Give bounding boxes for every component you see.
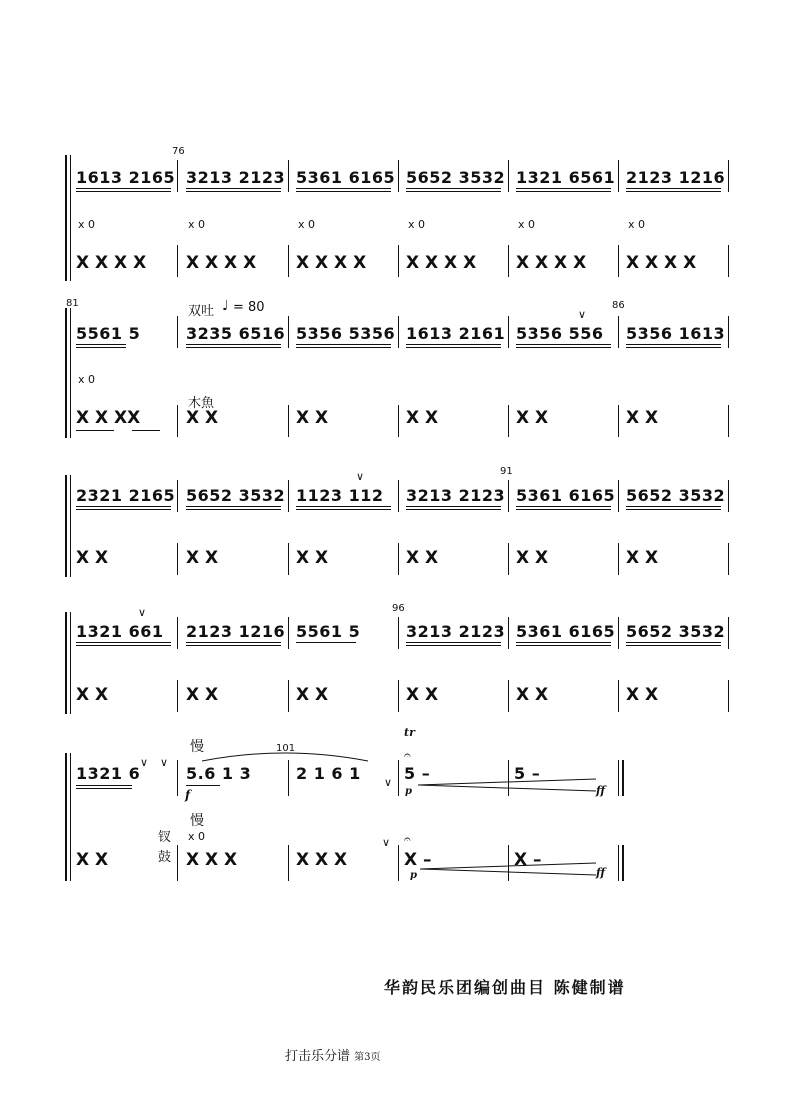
melody-measure: 1613 2161 (406, 324, 506, 343)
articulation-label: 双吐 (188, 304, 215, 319)
drum-measure: X X X X (76, 253, 147, 273)
drum-measure: X X (406, 408, 439, 428)
melody-measure: 3213 2123 (406, 622, 506, 641)
melody-measure: 5652 3532 (626, 622, 726, 641)
credit-line: 华韵民乐团编创曲目 陈健制谱 (384, 978, 626, 997)
bell-measure: x 0 (188, 830, 206, 843)
melody-measure: 3213 2123 (406, 486, 506, 505)
melody-measure: 2 1 6 1 (296, 764, 361, 783)
dynamic-mark: p (405, 786, 412, 797)
bell-measure: x 0 (408, 218, 426, 231)
bar-number: 101 (276, 743, 296, 754)
breath-mark-icon: ∨ (384, 776, 393, 789)
instrument-label: 鼓 (158, 850, 172, 865)
drum-measure: X X (516, 685, 549, 705)
melody-measure: 5356 5356 (296, 324, 396, 343)
bar-number: 96 (392, 603, 405, 614)
breath-mark-icon: ∨ (140, 756, 149, 769)
drum-measure: X X (626, 685, 659, 705)
fermata-icon: 𝄐 (404, 832, 411, 846)
melody-measure: 5356 1613 (626, 324, 726, 343)
melody-measure: 2321 2165 (76, 486, 176, 505)
melody-measure: 5361 6165 (516, 622, 616, 641)
drum-measure: X X X X (626, 253, 697, 273)
melody-measure: 1321 6561 (516, 168, 616, 187)
drum-measure: X X (516, 548, 549, 568)
drum-measure: X X (626, 408, 659, 428)
drum-measure: X X (516, 408, 549, 428)
footer-page: 第3页 (354, 1052, 381, 1063)
drum-measure: X X X (186, 850, 238, 870)
drum-measure: X – (404, 850, 432, 870)
bar-number: 76 (172, 146, 185, 157)
drum-measure: X X (186, 548, 219, 568)
drum-measure: X X (186, 685, 219, 705)
breath-mark-icon: ∨ (356, 470, 365, 483)
drum-measure: X X (76, 685, 109, 705)
bar-number: 91 (500, 466, 513, 477)
melody-measure: 5561 5 (296, 622, 361, 641)
drum-measure: X X XX (76, 408, 141, 428)
footer-title: 打击乐分谱 (285, 1049, 351, 1064)
bell-measure: x 0 (518, 218, 536, 231)
drum-measure: X X X X (186, 253, 257, 273)
melody-measure: 2123 1216 (626, 168, 726, 187)
melody-measure: 5356 556 (516, 324, 604, 343)
bar-number: 86 (612, 300, 625, 311)
bell-measure: x 0 (298, 218, 316, 231)
dynamic-mark: p (410, 870, 417, 881)
drum-measure: X X (186, 408, 219, 428)
melody-measure: 5361 6165 (516, 486, 616, 505)
melody-measure: 5652 3532 (186, 486, 286, 505)
melody-measure: 5 – (514, 764, 541, 783)
tempo-mark: 慢 (190, 813, 204, 829)
trill-mark: tr (404, 726, 415, 739)
breath-mark-icon: ∨ (382, 836, 391, 849)
drum-measure: X X X X (406, 253, 477, 273)
fermata-icon: 𝄐 (404, 748, 411, 762)
slur-icon (200, 745, 370, 765)
quarter-note-icon: ♩ (222, 298, 229, 314)
page-footer (285, 1045, 381, 1064)
drum-measure: X – (514, 850, 542, 870)
breath-mark-icon: ∨ (138, 606, 147, 619)
melody-measure: 5361 6165 (296, 168, 396, 187)
melody-measure: 5 – (404, 764, 431, 783)
drum-measure: X X X X (296, 253, 367, 273)
drum-measure: X X (76, 548, 109, 568)
dynamic-mark: f (185, 788, 191, 802)
crescendo-hairpin-icon (418, 778, 598, 792)
melody-measure: 5.6 1 3 (186, 764, 252, 783)
melody-measure: 5561 5 (76, 324, 141, 343)
melody-measure: 1321 661 (76, 622, 164, 641)
drum-measure: X X (406, 548, 439, 568)
dynamic-mark: ff (596, 784, 606, 797)
bell-measure: x 0 (78, 373, 96, 386)
tempo-mark: 慢 (190, 739, 204, 755)
instrument-label: 钗 (158, 830, 172, 845)
drum-measure: X X X (296, 850, 348, 870)
drum-measure: X X (296, 408, 329, 428)
bar-number: 81 (66, 298, 79, 309)
breath-mark-icon: ∨ (160, 756, 169, 769)
melody-measure: 2123 1216 (186, 622, 286, 641)
melody-measure: 3213 2123 (186, 168, 286, 187)
melody-measure: 5652 3532 (626, 486, 726, 505)
drum-measure: X X (626, 548, 659, 568)
breath-mark-icon: ∨ (578, 308, 587, 321)
drum-measure: X X (296, 685, 329, 705)
melody-measure: 5652 3532 (406, 168, 506, 187)
melody-measure: 1123 112 (296, 486, 384, 505)
melody-measure: 1613 2165 (76, 168, 176, 187)
drum-measure: X X (406, 685, 439, 705)
drum-measure: X X X X (516, 253, 587, 273)
bell-measure: x 0 (188, 218, 206, 231)
drum-measure: X X (76, 850, 109, 870)
bell-measure: x 0 (628, 218, 646, 231)
melody-measure: 1321 6 (76, 764, 141, 783)
crescendo-hairpin-icon (420, 862, 598, 876)
melody-measure: 3235 6516 (186, 324, 286, 343)
tempo-mark: = 80 (233, 300, 265, 315)
dynamic-mark: ff (596, 866, 606, 879)
instrument-label: 木魚 (188, 396, 215, 411)
bell-measure: x 0 (78, 218, 96, 231)
drum-measure: X X (296, 548, 329, 568)
